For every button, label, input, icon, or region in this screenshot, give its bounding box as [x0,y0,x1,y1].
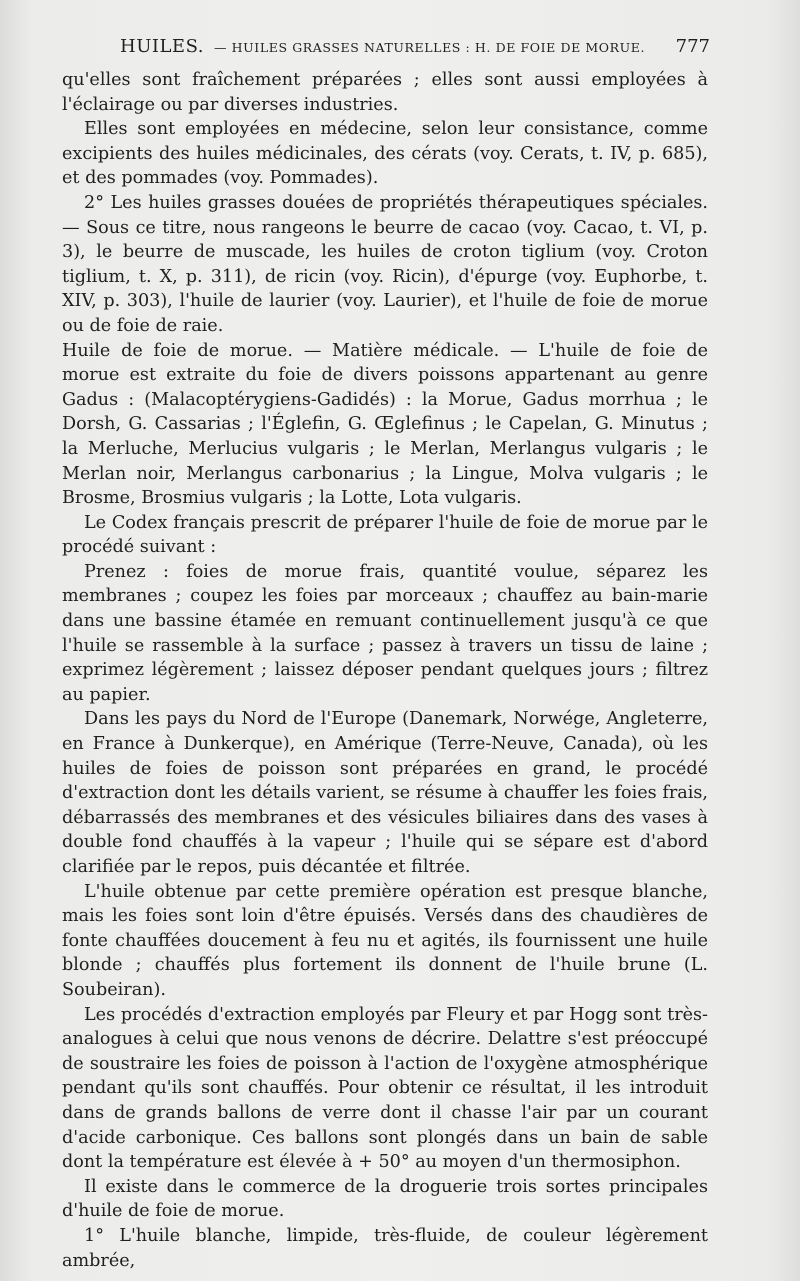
paragraph: Elles sont employées en médecine, selon leur consistance, comme excipients des huiles médicinales, des cérats (voy. Cerats, t. IV, p. 685), et des pommades (voy. Pommades). [62,119,708,189]
paragraph: Huile de foie de morue. — Matière médicale. — L'huile de foie de morue est extraite du foie de divers poissons appartenant au genre Gadus : (Malacoptérygiens-Gadidés) : la Morue, Gadus morrhua ; le Dorsh, G. Cassarias ; l'Églefin, G. Œglefinus ; le Capelan, G. Minutus ; la Merluche, Merlucius vulgaris ; le Merlan, Merlangus vulgaris ; le Merlan noir, Merlangus carbonarius ; la Lingue, Molva vulgaris ; le Brosme, Brosmius vulgaris ; la Lotte, Lota vulgaris. [62,340,708,509]
paragraph: qu'elles sont fraîchement préparées ; elles sont aussi employées à l'éclairage ou par diverses industries. [62,70,708,115]
paragraph: Dans les pays du Nord de l'Europe (Danemark, Norwége, Angleterre, en France à Dunkerque), en Amérique (Terre-Neuve, Canada), où les huiles de foies de poisson sont préparées en grand, le procédé d'extraction dont les détails varient, se résume à chauffer les foies frais, débarrassés des membranes et des vésicules biliaires dans des vases à double fond chauffés à la vapeur ; l'huile qui se sépare est d'abord clarifiée par le repos, puis décantée et filtrée. [62,709,708,877]
page-number: 777 [675,36,710,57]
body-text [62,68,708,1273]
paragraph: L'huile obtenue par cette première opération est presque blanche, mais les foies sont loin d'être épuisés. Versés dans des chaudières de fonte chauffées doucement à feu nu et agités, ils fournissent une huile blonde ; chauffés plus fortement ils donnent de l'huile brune (L. Soubeiran). [62,881,708,1000]
paragraph: Les procédés d'extraction employés par Fleury et par Hogg sont très-analogues à celui que nous venons de décrire. Delattre s'est préoccupé de soustraire les foies de poisson à l'action de l'oxygène atmosphérique pendant qu'ils sont chauffés. Pour obtenir ce résultat, il les introduit dans de grands ballons de verre dont il chasse l'air par un courant d'acide carbonique. Ces ballons sont plongés dans un bain de sable dont la température est élevée à + 50° au moyen d'un thermosiphon. [62,1004,708,1173]
header-subtitle: — HUILES GRASSES NATURELLES : H. DE FOIE DE MORUE. [213,40,646,55]
paragraph: 2° Les huiles grasses douées de propriétés thérapeutiques spéciales. — Sous ce titre, nous rangeons le beurre de cacao (voy. Cacao, t. VI, p. 3), le beurre de muscade, les huiles de croton tiglium (voy. Croton tiglium, t. X, p. 311), de ricin (voy. Ricin), d'épurge (voy. Euphorbe, t. XIV, p. 303), l'huile de laurier (voy. Laurier), et l'huile de foie de morue ou de foie de raie. [62,192,708,336]
paragraph: Le Codex français prescrit de préparer l'huile de foie de morue par le procédé suivant : [62,512,708,558]
paragraph: 1° L'huile blanche, limpide, très-fluide, de couleur légèrement ambrée, [62,1225,708,1271]
running-header [120,36,710,57]
paragraph: Il existe dans le commerce de la droguerie trois sortes principales d'huile de foie de morue. [62,1176,708,1222]
header-title: HUILES. [120,36,204,57]
paragraph: Prenez : foies de morue frais, quantité voulue, séparez les membranes ; coupez les foies par morceaux ; chauffez au bain-marie dans une bassine étamée en remuant continuellement jusqu'à ce que l'huile se rassemble à la surface ; passez à travers un tissu de laine ; exprimez légèrement ; laissez déposer pendant quelques jours ; filtrez au papier. [62,561,708,705]
